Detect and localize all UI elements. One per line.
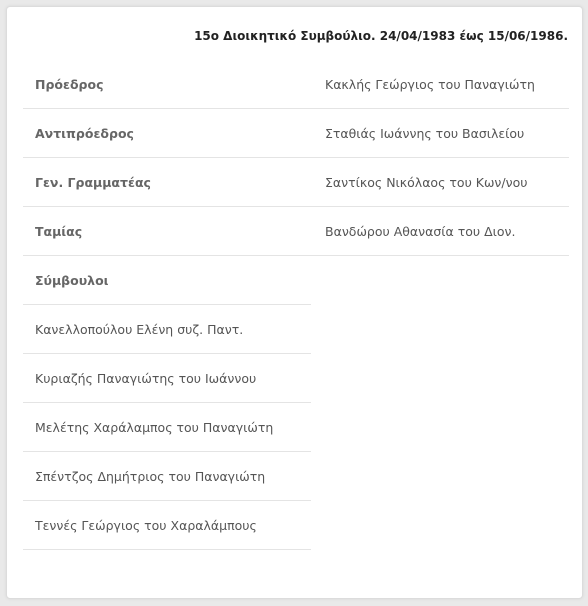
member-name: Σπέντζος Δημήτριος του Παναγιώτη xyxy=(23,452,311,501)
role-label-president: Πρόεδρος xyxy=(23,60,311,109)
roles-column xyxy=(23,60,311,550)
treasurer-name: Βανδώρου Αθανασία του Διον. xyxy=(311,207,569,256)
role-label-vice-president: Αντιπρόεδρος xyxy=(23,109,311,158)
president-name: Κακλής Γεώργιος του Παναγιώτη xyxy=(311,60,569,109)
member-name: Κανελλοπούλου Ελένη συζ. Παντ. xyxy=(23,305,311,354)
member-name: Κυριαζής Παναγιώτης του Ιωάννου xyxy=(23,354,311,403)
board-card xyxy=(6,6,583,599)
member-name: Τεννές Γεώργιος του Χαραλάμπους xyxy=(23,501,311,550)
secretary-name: Σαντίκος Νικόλαος του Κων/νου xyxy=(311,158,569,207)
member-name: Μελέτης Χαράλαμπος του Παναγιώτη xyxy=(23,403,311,452)
vice-president-name: Σταθιάς Ιωάννης του Βασιλείου xyxy=(311,109,569,158)
board-title: 15ο Διοικητικό Συμβούλιο. 24/04/1983 έως 15/06/1986. xyxy=(194,29,568,43)
members-label: Σύμβουλοι xyxy=(23,256,311,305)
role-label-treasurer: Ταμίας xyxy=(23,207,311,256)
role-label-secretary: Γεν. Γραμματέας xyxy=(23,158,311,207)
names-column xyxy=(311,60,569,256)
